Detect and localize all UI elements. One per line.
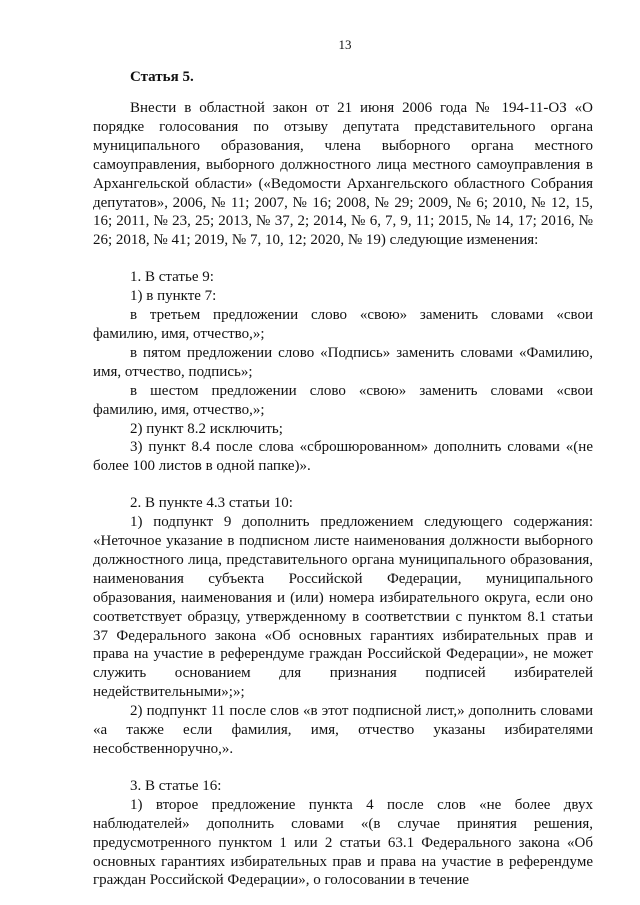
section-1-item: в пятом предложении слово «Подпись» заменить словами «Фамилию, имя, отчество, подпись»; <box>93 344 593 380</box>
page-number: 13 <box>338 37 352 52</box>
section-1-item: 3) пункт 8.4 после слова «сброшюрованном» дополнить словами «(не более 100 листов в одной папке)». <box>93 439 593 475</box>
section-2-heading: 2. В пункте 4.3 статьи 10: <box>130 495 293 512</box>
section-1-item: 1) в пункте 7: <box>130 288 217 305</box>
section-2-item: 2) подпункт 11 после слов «в этот подписной лист,» дополнить словами «а также если фамилия, имя, отчество указаны избирателями несобственноручно,». <box>93 703 593 757</box>
article-intro: Внести в областной закон от 21 июня 2006 года № 194-11-ОЗ «О порядке голосования по отзыву депутата представительного органа муниципального образования, члена выборного органа местного самоуправления, выборного должностного лица местного самоуправления в Архангельской области» («Ведомости Архангельского областного Собрания депутатов», 2006, № 11; 2007, № 16; 2008, № 29; 2009, № 6; 2010, № 12, 15, 16; 2011, № 23, 25; 2013, № 37, 2; 2014, № 6, 7, 9, 11; 2015, № 14, 17; 2016, № 26; 2018, № 41; 2019, № 7, 10, 12; 2020, № 19) следующие изменения: <box>93 100 593 249</box>
section-1-item: 2) пункт 8.2 исключить; <box>130 420 283 437</box>
article-title: Статья 5. <box>130 69 194 85</box>
section-2-item: 1) подпункт 9 дополнить предложением следующего содержания: «Неточное указание в подписном листе наименования должности выборного должностного лица, представительного органа муниципального образования, наименования субъекта Российской Федерации, муниципального образования, наименования и (или) номера избирательного округа, если оно соответствует образцу, утвержденному в соответствии с пунктом 8.1 статьи 37 Федерального закона «Об основных гарантиях избирательных прав и права на участие в референдуме граждан Российской Федерации», не может служить основанием для признания подписей избирателей недействительными»;»; <box>93 514 593 701</box>
section-1-item: в шестом предложении слово «свою» заменить словами «свои фамилию, имя, отчество,»; <box>93 382 593 418</box>
section-1-item: в третьем предложении слово «свою» заменить словами «свои фамилию, имя, отчество,»; <box>93 307 593 342</box>
section-1-heading: 1. В статье 9: <box>130 269 214 286</box>
section-3-heading: 3. В статье 16: <box>130 777 222 794</box>
section-3-item: 1) второе предложение пункта 4 после слов «не более двух наблюдателей» дополнить словами «(в случае принятия решения, предусмотренного пунктом 1 или 2 статьи 63.1 Федерального закона «Об основных гарантиях избирательных прав и права на участие в референдуме граждан Российской Федерации», о голосовании в течение <box>93 796 593 889</box>
